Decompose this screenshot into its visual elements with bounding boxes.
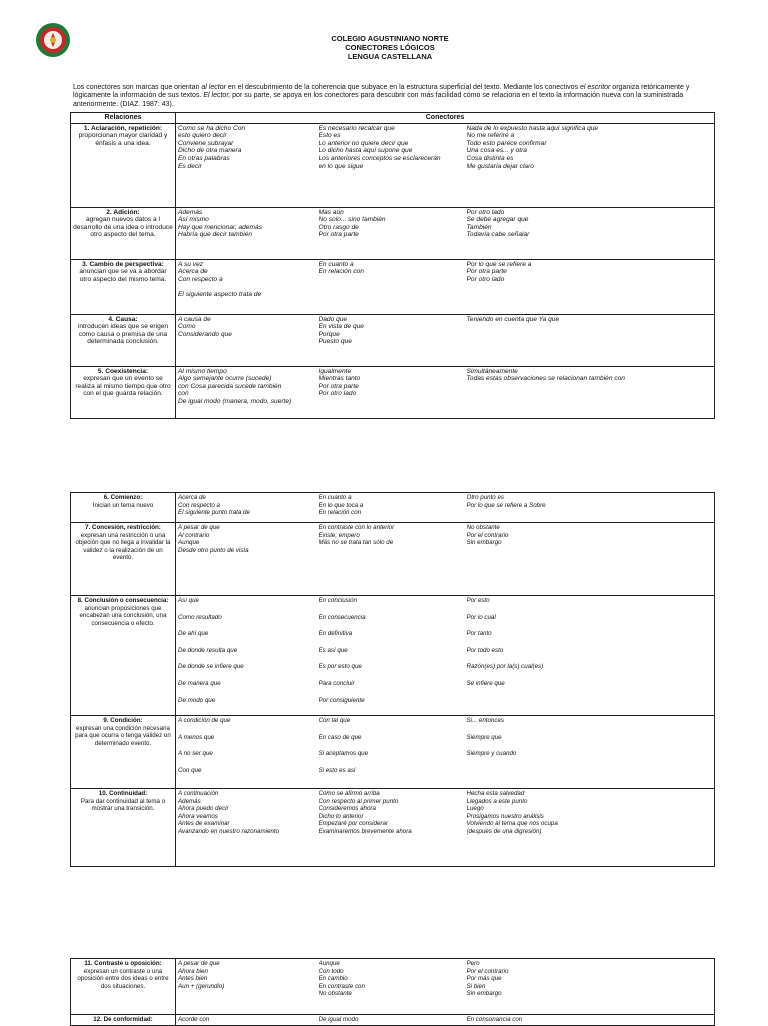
connector-item: De donde se infiere que [178, 663, 244, 671]
connector-item: con [178, 390, 189, 398]
connector-item: Igualmente [318, 367, 352, 375]
connector-item: Mientras tanto [318, 375, 361, 383]
connector-item: Puesto que [318, 338, 352, 346]
connector-item: Dicho de otra manera [178, 147, 242, 155]
connector-item: Dicho lo anterior [318, 812, 364, 820]
connector-item: Nada de lo expuesto hasta aquí significa que [466, 124, 599, 132]
intro-text-3: organiza retóricamente y lógicamente la información de sus textos. [73, 84, 690, 100]
relation-description: expresan que un evento se realiza al mismo tiempo que otro con el que guarda relación. [75, 375, 171, 398]
connector-column-c2 [317, 366, 465, 418]
connector-item: Con todo [318, 967, 344, 975]
connector-item: Hay que mencionar, además [178, 223, 262, 231]
connector-item: Los anteriores conceptos se esclarecerán [318, 154, 441, 162]
connector-item: De modo que [178, 696, 216, 704]
connector-item: Porque [318, 330, 340, 338]
relation-cell [71, 523, 176, 596]
connector-column-c3 [465, 959, 715, 1015]
connector-item: Empezaré por considerar [318, 820, 388, 828]
relation-cell [71, 596, 176, 716]
connector-item: Consideremos ahora [318, 805, 376, 813]
connector-item: Como se ha dicho Con [178, 124, 246, 132]
table-row [71, 314, 715, 366]
table-3-body [71, 959, 715, 1026]
connector-column-c3 [465, 123, 715, 207]
connector-item: Simultáneamente [466, 367, 518, 375]
connector-item: En definitiva [318, 630, 353, 638]
table-row [71, 207, 715, 259]
connectors-table-1 [70, 112, 715, 419]
connector-item: Por otro lado [318, 390, 357, 398]
connector-item: El siguiente punto trata de [178, 509, 250, 517]
connector-item: (después de una digresión) [466, 827, 542, 835]
connector-item: Por consiguiente [318, 696, 365, 704]
table-2-body [71, 493, 715, 867]
connector-item: Por otra parte [466, 268, 507, 276]
connector-item: Si... entonces [466, 717, 504, 724]
intro-em-3: El lector, [203, 92, 231, 100]
connector-item: De igual modo (manera, modo, suerte) [178, 397, 292, 405]
table-row [71, 493, 715, 523]
connector-item: En cambio [318, 975, 348, 983]
relation-title: 3. Cambio de perspectiva: [82, 260, 164, 268]
table-row [71, 123, 715, 207]
connectors-table-3 [70, 958, 715, 1026]
relation-description: proporcionan mayor claridad y énfasis a una idea. [78, 132, 168, 147]
connector-item: En relación con [318, 509, 362, 517]
intro-text-4: por su parte, se apoya en los conectores para descubrir con más facilidad cómo se relaciona en el texto la información nueva con la suministrada anteriormente. (DIAZ. 1987: 43). [73, 92, 684, 108]
connector-item: Me gustaría dejar claro [466, 162, 534, 170]
connector-item: Una cosa es... y otra [466, 147, 527, 155]
relation-cell [71, 366, 176, 418]
relation-title: 5. Coexistencia: [97, 367, 149, 375]
connector-item: Luego [466, 805, 484, 813]
connector-item: Esto es [318, 132, 341, 140]
connector-item: Ahora veamos [178, 812, 218, 820]
connector-item: Otro punto es [466, 494, 504, 501]
connector-item: Para concluir [318, 679, 355, 687]
table-1-body [71, 123, 715, 418]
relation-description: expresan un contraste o una oposición entre dos ideas o entre dos situaciones. [77, 967, 169, 990]
connector-item: Teniendo en cuenta que Ya que [466, 315, 560, 323]
connector-item: Por otra parte [318, 231, 359, 239]
document-header [260, 34, 520, 61]
connector-item: Acerca de [178, 268, 208, 276]
connector-column-c2 [317, 314, 465, 366]
connector-item: Prosigamos nuestro análisis [466, 812, 544, 820]
table-row [71, 259, 715, 314]
connector-column-c2 [317, 259, 465, 314]
relation-description: expresan una condición necesaria para que ocurra o tenga validez un determinado evento. [75, 724, 171, 747]
connector-column-c3 [465, 259, 715, 314]
connector-item: Existe, empero [318, 531, 360, 539]
connector-item: Dado que [318, 315, 348, 323]
connector-item: En cuanto a [318, 494, 352, 501]
connector-item: Sin embargo [466, 539, 502, 547]
table-row [71, 366, 715, 418]
intro-paragraph [73, 84, 713, 109]
connector-column-c1 [176, 259, 317, 314]
table-row [71, 523, 715, 596]
table-row [71, 959, 715, 1015]
connector-column-c2 [317, 716, 465, 789]
table-row [71, 789, 715, 867]
connector-item: A continuación [178, 790, 219, 797]
connector-item: Si aceptamos que [318, 750, 369, 758]
connector-item: Antes bien [178, 975, 208, 983]
connector-column-c1 [176, 523, 317, 596]
connector-item: con Cosa parecida sucede también [178, 382, 282, 390]
relation-description: Inician un tema nuevo [92, 501, 154, 509]
connector-item: Por lo que se refiere a [466, 260, 532, 268]
relation-title: 9. Condición: [103, 717, 143, 724]
connector-item: Aunque [178, 539, 200, 547]
connector-column-c2 [317, 523, 465, 596]
connector-item: esto quiero decir [178, 132, 227, 140]
connector-item: Al contrario [178, 531, 210, 539]
connector-item: Se infiere que [466, 679, 505, 687]
connector-item: Es por esto que [318, 663, 362, 671]
connector-item: No obstante [318, 990, 352, 998]
connector-column-c3 [465, 523, 715, 596]
connector-item: Aunque [318, 960, 340, 967]
connector-item: Siempre y cuando [466, 750, 517, 758]
connector-item: Con tal que [318, 717, 351, 724]
connector-column-c3 [465, 596, 715, 716]
connector-item: Por todo esto [466, 646, 504, 654]
relation-cell [71, 789, 176, 867]
connector-item: En vista de que [318, 323, 364, 331]
relation-description: introducen ideas que se erigen como causa o premisa de una determinada conclusión. [77, 323, 169, 346]
connector-item: Llegados a este punto [466, 797, 528, 805]
connector-item: Con respecto a [178, 501, 220, 509]
connector-item: Por otro lado [466, 208, 505, 216]
connector-item: De donde resulta que [178, 646, 238, 654]
connector-column-c1 [176, 207, 317, 259]
relation-title: 10. Continuidad: [98, 790, 148, 797]
connector-item: En otras palabras [178, 154, 230, 162]
connector-item: Por lo cual [466, 613, 496, 621]
connector-item: Como resultado [178, 613, 222, 621]
header-relaciones: Relaciones [71, 113, 176, 124]
intro-text-1: Los conectores son marcas que orientan [73, 84, 202, 91]
connector-item: A pesar de que [178, 524, 220, 531]
connector-item: Todavía cabe señalar [466, 231, 530, 239]
connector-item: Hecha esta salvedad [466, 790, 525, 797]
connector-item: En consecuencia [318, 613, 366, 621]
relation-description: expresan una restricción o una objeción que no llega a invalidar la validez o la realización de un evento. [75, 531, 171, 562]
table-row [71, 596, 715, 716]
relation-description: anuncian proposiciones que encabezan una conclusión, una consecuencia o efecto. [79, 604, 167, 627]
connector-item [178, 283, 315, 291]
connector-item: Por lo que se refiere a Sobre [466, 501, 546, 509]
connector-item: En consonancia con [466, 1016, 523, 1023]
connector-item: A no ser que [178, 750, 213, 758]
connector-item: Aun + (gerundio) [178, 982, 225, 990]
connector-column-c2 [317, 493, 465, 523]
connector-column-c3 [465, 789, 715, 867]
connector-item: Con que [178, 766, 202, 774]
connector-item: De igual modo [318, 1016, 359, 1023]
relation-cell [71, 493, 176, 523]
relation-cell [71, 716, 176, 789]
connector-item: Como se afirmó arriba [318, 790, 380, 797]
connector-item: Por el contrario [466, 967, 509, 975]
connector-item: Por el contrario [466, 531, 509, 539]
connector-item: En cuanto a [318, 260, 354, 268]
connector-item: No me referiré a [466, 132, 515, 140]
connectors-table-2 [70, 492, 715, 867]
connector-item: Desde otro punto de vista [178, 546, 249, 554]
connector-item: Lo dicho hasta aquí supone que [318, 147, 413, 155]
connector-column-c1 [176, 366, 317, 418]
connector-item: Mas aún [318, 208, 344, 216]
connector-column-c1 [176, 959, 317, 1015]
connector-column-c2 [317, 789, 465, 867]
connector-item: Es así que [318, 646, 348, 654]
connector-item: Habría que decir también [178, 231, 253, 239]
connector-item: Pero [466, 960, 480, 967]
connector-item: Todas estas observaciones se relacionan también con [466, 375, 625, 383]
connector-item: En lo que toca a [318, 501, 364, 509]
relation-title: 8. Conclusión o consecuencia: [77, 597, 169, 604]
connector-item: Por más que [466, 975, 502, 983]
relation-description: agregan nuevos datos a l desarrollo de una idea o introduce otro aspecto del tema. [73, 216, 173, 239]
connector-column-c3 [465, 716, 715, 789]
connector-item: También [466, 223, 492, 231]
connector-column-c3 [465, 207, 715, 259]
intro-text-2: en el descubrimiento de la coherencia que subyace en la estructura superficial del texto. Mediante los conectivos [225, 84, 581, 91]
relation-title: 11. Contraste u oposición: [84, 960, 162, 967]
connector-item: En contraste con lo anterior [318, 524, 395, 531]
connector-item: A menos que [178, 733, 215, 741]
connector-column-c2 [317, 959, 465, 1015]
relation-title: 12. De conformidad: [93, 1016, 153, 1023]
connector-item: Más no se trata tan sólo de [318, 539, 394, 547]
connector-column-c1 [176, 716, 317, 789]
connector-item: Además [178, 797, 201, 805]
connector-column-c2 [317, 123, 465, 207]
connector-item: No solo... sino también [318, 216, 386, 224]
connector-item: En conclusión [318, 597, 358, 604]
connector-item: Como [178, 323, 196, 331]
relation-cell [71, 959, 176, 1015]
relation-description: Para dar continuidad al tema o mostrar una transición. [80, 797, 166, 813]
connector-item: Así que [178, 597, 199, 604]
connector-item: Es necesario recalcar que [318, 124, 395, 132]
connector-item: Otro rasgo de [318, 223, 359, 231]
connector-item: Si bien [466, 982, 486, 990]
connector-item: Por otro lado [466, 275, 505, 283]
connector-item: Por otra parte [318, 382, 359, 390]
connector-item: Todo esto parece confirmar [466, 139, 547, 147]
document-title: CONECTORES LÓGICOS [345, 43, 435, 52]
connector-item: El siguiente aspecto trata de [178, 290, 262, 298]
relation-cell [71, 259, 176, 314]
connector-item: Por tanto [466, 630, 492, 638]
school-name: COLEGIO AGUSTINIANO NORTE [331, 34, 449, 43]
connector-item: Acorde con [178, 1016, 210, 1023]
connector-item: En caso de que [318, 733, 362, 741]
relation-title: 4. Causa: [108, 315, 138, 323]
connector-item: Volviendo al tema que nos ocupa [466, 820, 558, 828]
connector-item: Lo anterior no quiere decir que [318, 139, 409, 147]
connector-column-c1 [176, 596, 317, 716]
connector-column-c3 [465, 366, 715, 418]
connector-column-c1 [176, 493, 317, 523]
connector-item: Si esto es así [318, 766, 356, 774]
connector-item: Conviene subrayar [178, 139, 234, 147]
connector-item: Ahora puedo decir [178, 805, 229, 813]
connector-column-c1 [176, 314, 317, 366]
connector-column-c1 [176, 789, 317, 867]
connector-item: en lo que sigue [318, 162, 364, 170]
connector-item: Se debe agregar que [466, 216, 529, 224]
connector-item: Razón(es) por la(s) cual(es) [466, 663, 544, 671]
connector-column-c2 [317, 596, 465, 716]
intro-em-2: el escritor [580, 84, 611, 91]
connector-item: Antes de examinar [178, 820, 230, 828]
relation-title: 6. Comienzo: [103, 494, 143, 501]
connector-item: Así mismo [178, 216, 209, 224]
connector-item: Por esto [466, 597, 490, 604]
connector-item: Con respecto a [178, 275, 223, 283]
connector-item: En contraste con [318, 982, 365, 990]
school-crest-logo [35, 22, 71, 58]
connector-item: Sin embargo [466, 990, 502, 998]
connector-item: Examinaremos brevemente ahora [318, 827, 412, 835]
connector-item: De manera que [178, 679, 221, 687]
relation-cell [71, 314, 176, 366]
intro-em-1: al lector [201, 84, 226, 91]
connector-item: A su vez [178, 260, 204, 268]
connector-item: A condición de que [178, 717, 231, 724]
connector-item: A pesar de que [178, 960, 220, 967]
connector-item: Además [178, 208, 203, 216]
connector-item: No obstante [466, 524, 500, 531]
connector-item: Al mismo tiempo [178, 367, 227, 375]
connector-item: De ahí que [178, 630, 209, 638]
connector-item: Es decir [178, 162, 202, 170]
connector-item: Acerca de [178, 494, 206, 501]
connector-item: Considerando que [178, 330, 232, 338]
relation-title: 7. Concesión, restricción: [85, 524, 161, 531]
connector-item: Siempre que [466, 733, 502, 741]
connector-item: En relación con [318, 268, 364, 276]
connector-item: Ahora bien [178, 967, 208, 975]
table-row [71, 716, 715, 789]
subject-name: LENGUA CASTELLANA [347, 52, 433, 61]
relation-cell [71, 123, 176, 207]
connector-item: A causa de [178, 315, 211, 323]
header-conectores: Conectores [176, 113, 715, 124]
relation-cell [71, 207, 176, 259]
connector-column-c3 [465, 314, 715, 366]
connector-column-c2 [317, 207, 465, 259]
relation-title: 1. Aclaración, repetición: [83, 124, 163, 132]
connector-column-c1 [176, 123, 317, 207]
connector-column-c3 [465, 493, 715, 523]
relation-title: 2. Adición: [106, 208, 140, 216]
connector-item: Con respecto al primer punto [318, 797, 399, 805]
connector-item: Algo semejante ocurre (sucede) [178, 375, 272, 383]
connector-item: Avanzando en nuestro razonamiento [178, 827, 280, 835]
connector-item: Cosa distinta es [466, 154, 514, 162]
relation-description: anuncian que se va a abordar otro aspecto del mismo tema. [79, 268, 167, 283]
